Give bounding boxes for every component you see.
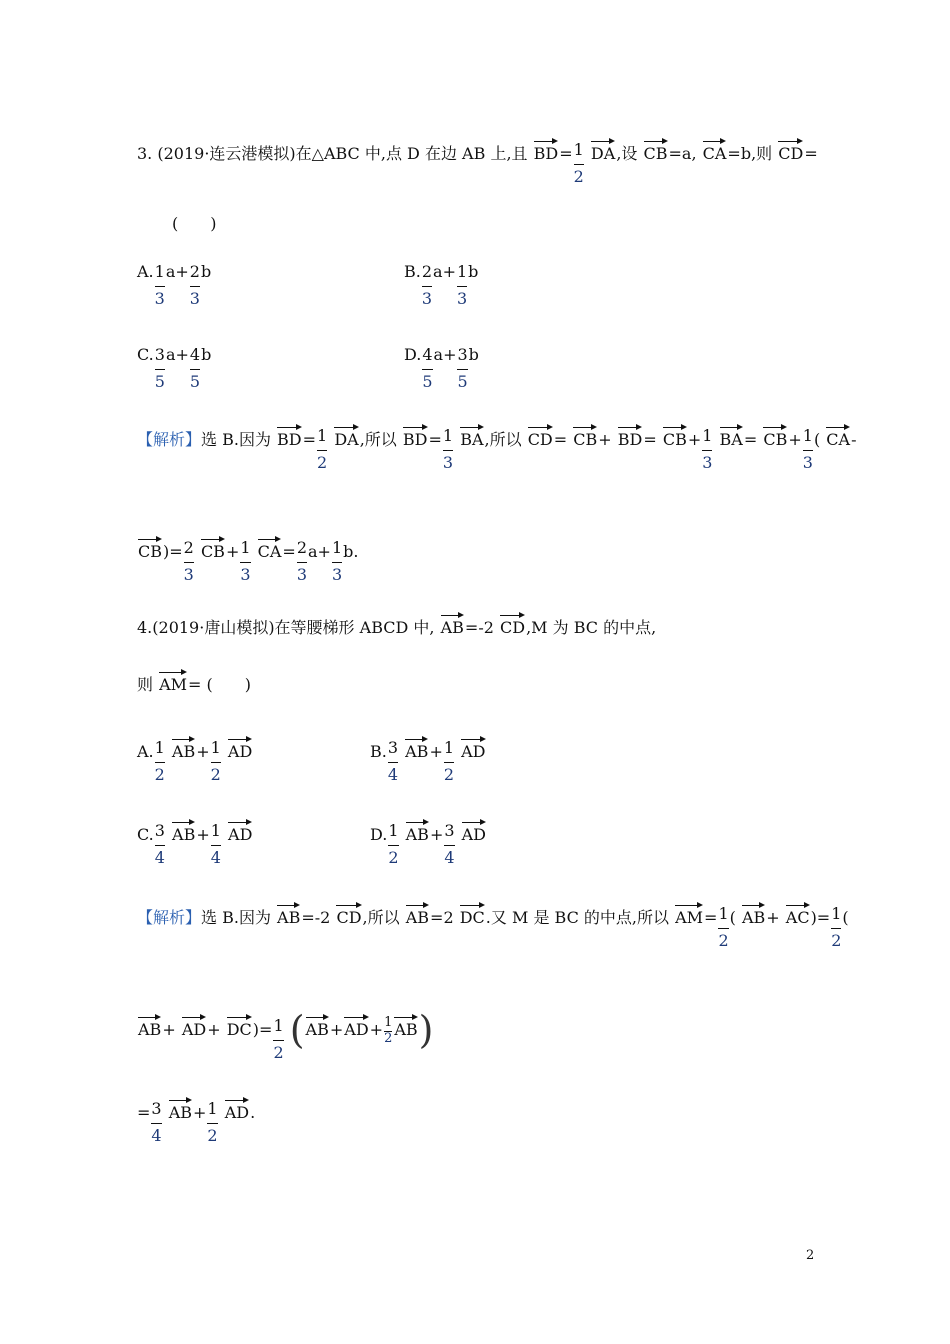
problem-3-stem: 3. (2019·连云港模拟)在△ABC 中,点 D 在边 AB 上,且 BD= $\frac{1}{2}$ DA,设 CB=a, CA=b,则 CD= xyxy=(137,140,818,186)
p4-solution-line-3: = $\frac{3}{4}$ AB+ $\frac{1}{2}$ AD. xyxy=(137,1099,256,1145)
page-number: 2 xyxy=(806,1248,815,1263)
problem-4-stem-2: 则 AM= ( ) xyxy=(137,671,251,695)
vector-bd: BD xyxy=(534,140,559,164)
p4-option-a[interactable]: A. $\frac{1}{2}$ AB+ $\frac{1}{2}$ AD xyxy=(137,738,253,784)
p4-solution-line-1: 【解析】选 B.因为 AB=-2 CD,所以 AB=2 DC.又 M 是 BC 的中点,所以 AM= $\frac{1}{2}$ ( AB+ AC)= $\frac{1}{2}$ ( xyxy=(137,904,849,950)
vector-ca: CA xyxy=(703,140,727,164)
p3-option-b[interactable]: B. $\frac{2}{3}$ a+ $\frac{1}{3}$ b xyxy=(404,262,479,308)
problem-4-stem: 4.(2019·唐山模拟)在等腰梯形 ABCD 中, AB=-2 CD,M 为 BC 的中点, xyxy=(137,614,656,638)
solution-tag: 【解析】 xyxy=(137,430,202,449)
p4-option-d[interactable]: D. $\frac{1}{2}$ AB+ $\frac{3}{4}$ AD xyxy=(370,821,487,867)
problem-3-answer-paren: ( ) xyxy=(172,214,217,233)
p4-solution-line-2: AB+ AD+ DC)= $\frac{1}{2}$ (AB+AD+ $\frac{1}{2}$ AB) xyxy=(138,1008,434,1062)
p3-option-d[interactable]: D. $\frac{4}{5}$ a+ $\frac{3}{5}$ b xyxy=(404,345,479,391)
p4-option-b[interactable]: B. $\frac{3}{4}$ AB+ $\frac{1}{2}$ AD xyxy=(370,738,486,784)
problem-3-lead: 3. (2019·连云港模拟)在△ABC 中,点 D 在边 AB 上,且 xyxy=(137,144,528,163)
p3-solution-line-2: CB)= $\frac{2}{3}$ CB+ $\frac{1}{3}$ CA= $\frac{2}{3}$ a+ $\frac{1}{3}$ b. xyxy=(138,538,359,584)
p3-option-a[interactable]: A. $\frac{1}{3}$ a+ $\frac{2}{3}$ b xyxy=(137,262,212,308)
p3-option-c[interactable]: C. $\frac{3}{5}$ a+ $\frac{4}{5}$ b xyxy=(137,345,212,391)
fraction-1-2: $\frac{1}{2}$ xyxy=(573,140,584,186)
vector-cd: CD xyxy=(778,140,803,164)
vector-da: DA xyxy=(591,140,615,164)
p3-solution-line-1: 【解析】选 B.因为 BD= $\frac{1}{2}$ DA,所以 BD= $\frac{1}{3}$ BA,所以 CD= CB+ BD= CB+ $\frac{1}{3}$ BA= CB+ $\frac{1}{3}$ ( CA- xyxy=(137,426,857,472)
p4-option-c[interactable]: C. $\frac{3}{4}$ AB+ $\frac{1}{4}$ AD xyxy=(137,821,253,867)
vector-cb: CB xyxy=(644,140,668,164)
